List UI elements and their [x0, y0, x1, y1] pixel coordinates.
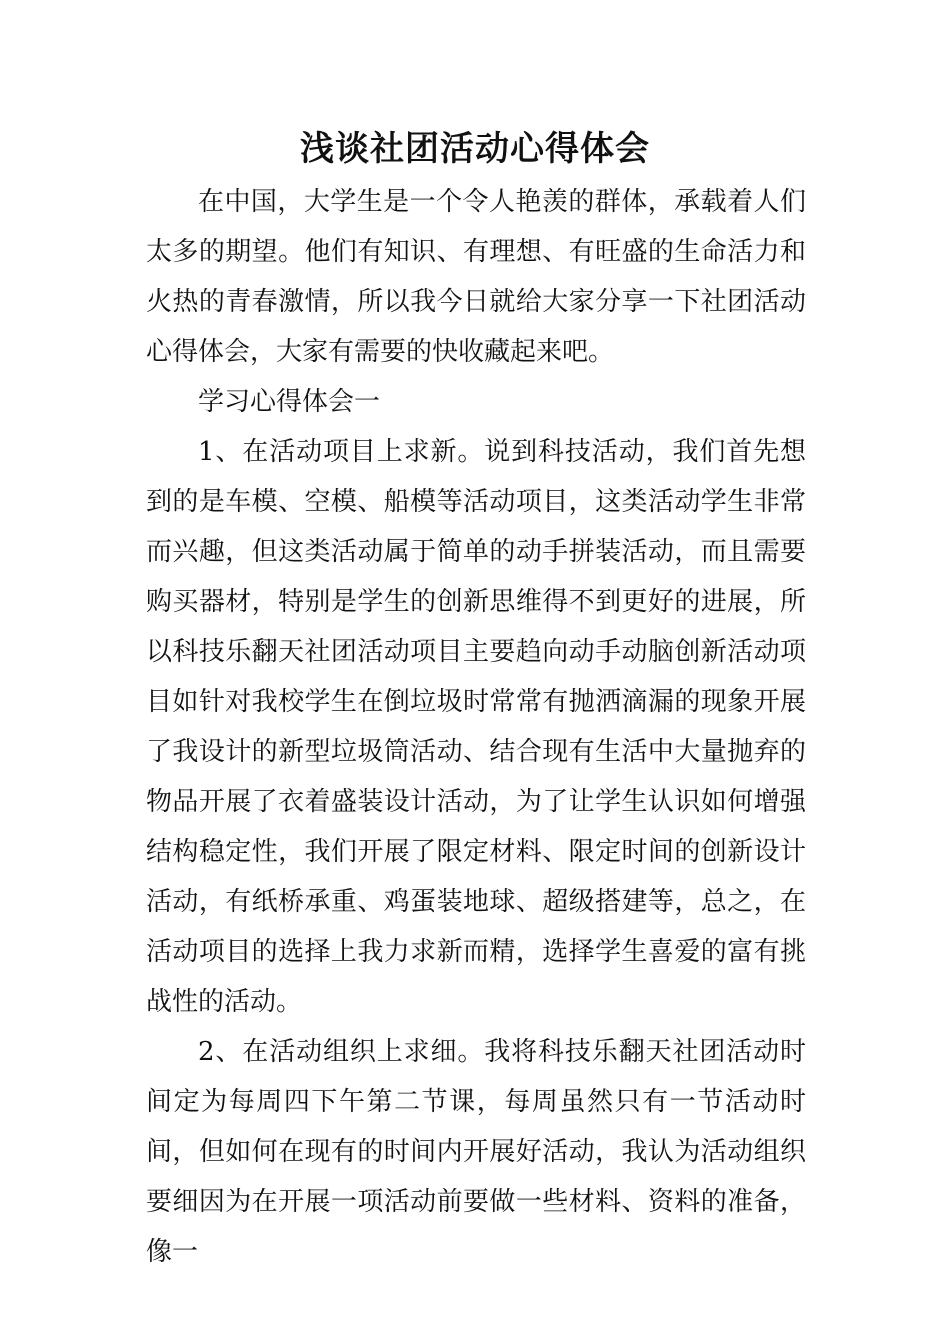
section-heading: 学习心得体会一 — [198, 387, 381, 417]
document-title: 浅谈社团活动心得体会 — [300, 129, 650, 169]
paragraph-point-1: 1、在活动项目上求新。说到科技活动，我们首先想到的是车模、空模、船模等活动项目，这类活动学生非常而兴趣，但这类活动属于简单的动手拼装活动，而且需要购买器材，特别是学生的创新思维得不到更好的进展，所以科技乐翻天社团活动项目主要趋向动手动脑创新活动项目如针对我校学生在倒垃圾时常常有抛洒滴漏的现象开展了我设计的新型垃圾筒活动、结合现有生活中大量抛弃的物品开展了衣着盛装设计活动，为了让学生认识如何增强结构稳定性，我们开展了限定材料、限定时间的创新设计活动，有纸桥承重、鸡蛋装地球、超级搭建等，总之，在活动项目的选择上我力求新而精，选择学生喜爱的富有挑战性的活动。 — [146, 437, 806, 1017]
paragraph-point-2: 2、在活动组织上求细。我将科技乐翻天社团活动时间定为每周四下午第二节课，每周虽然只有一节活动时间，但如何在现有的时间内开展好活动，我认为活动组织要细因为在开展一项活动前要做一些材料、资料的准备，像一 — [146, 1037, 806, 1267]
document-body — [146, 177, 806, 1277]
paragraph-intro: 在中国，大学生是一个令人艳羡的群体，承载着人们太多的期望。他们有知识、有理想、有旺盛的生命活力和火热的青春激情，所以我今日就给大家分享一下社团活动心得体会，大家有需要的快收藏起来吧。 — [146, 187, 806, 367]
